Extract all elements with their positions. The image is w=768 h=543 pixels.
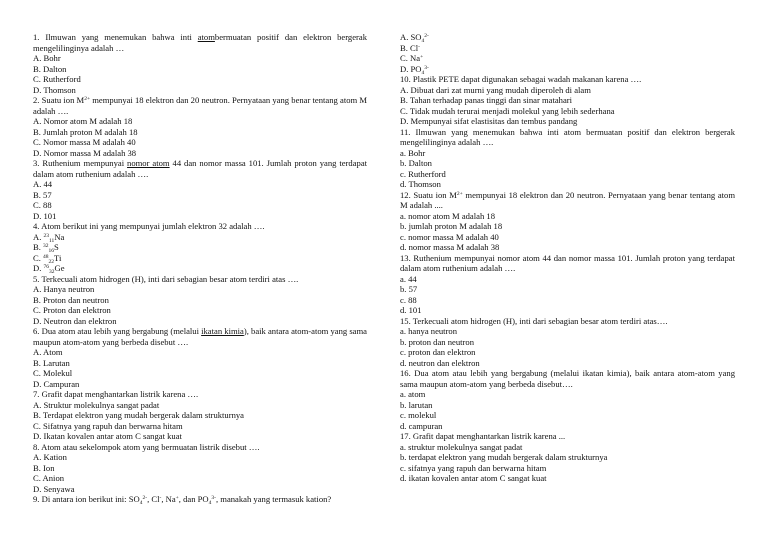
option-letter: B. <box>33 242 41 252</box>
option: A. 44 <box>33 179 53 189</box>
option: D. Campuran <box>33 378 80 389</box>
option: a. Bohr <box>400 147 426 158</box>
option: A. Atom <box>33 347 63 357</box>
option-text: A. SO <box>400 32 422 42</box>
question-9 <box>33 494 367 505</box>
option: C. Nomor massa M adalah 40 <box>33 137 136 147</box>
option: b. Dalton <box>400 158 432 168</box>
option: B. Dalton <box>33 63 67 74</box>
option: A. Nomor atom M adalah 18 <box>33 116 133 126</box>
right-column <box>400 32 735 484</box>
question-text: Dua atom atau lebih yang bergabung (melalui ikatan kimia), baik antara atom-atom yang sama maupun atom-atom yang berbeda disebut…. <box>400 368 736 389</box>
option: D. Nomor massa M adalah 38 <box>33 147 137 158</box>
question-15 <box>400 316 735 327</box>
question-16 <box>400 368 735 389</box>
question-text: Suatu ion M <box>413 189 457 200</box>
option: B. Ion <box>33 462 55 473</box>
question-3 <box>33 158 367 179</box>
question-number: 2. <box>33 95 40 105</box>
question-text: Ilmuwan yang menemukan bahwa inti <box>45 32 192 42</box>
question-number: 1. <box>33 32 40 42</box>
option: c. Rutherford <box>400 168 446 179</box>
option: d. Thomson <box>400 179 441 189</box>
element-symbol: Ti <box>54 252 62 263</box>
atomic-number: 11 <box>49 237 55 244</box>
question-17 <box>400 431 735 442</box>
mass-number: 32 <box>43 243 49 249</box>
charge-superscript: 2+ <box>456 190 463 197</box>
option: D. Thomson <box>33 84 76 95</box>
option <box>33 253 367 264</box>
option: b. 57 <box>400 284 418 294</box>
option: B. Tahan terhadap panas tinggi dan sinar matahari <box>400 95 573 105</box>
question-text: ), baik antara atom-atom yang sama maupun atom-atom yang berbeda disebut …. <box>33 326 367 347</box>
question-text: 44 dan nomor massa 101. Jumlah proton yang terdapat dalam atom ruthenium adalah …. <box>33 158 368 179</box>
question-13 <box>400 253 735 274</box>
option: D. 101 <box>33 210 57 221</box>
charge-superscript: 2- <box>142 495 148 501</box>
option: C. Molekul <box>33 368 73 378</box>
question-text: mempunyai 18 elektron dan 20 neutron. Pernyataan yang benar tentang atom M adalah …. <box>33 95 368 116</box>
option <box>33 232 367 243</box>
question-number: 17. <box>400 431 411 441</box>
question-text: Terkecuali atom hidrogen (H), inti dari sebagian besar atom terdiri atas…. <box>412 315 668 326</box>
option: A. Dibuat dari zat murni yang mudah diperoleh di alam <box>400 84 591 95</box>
option-text: D. PO <box>400 63 422 74</box>
option: C. Rutherford <box>33 74 81 84</box>
charge-superscript: 3- <box>424 64 429 71</box>
question-text: Plastik PETE dapat digunakan sebagai wadah makanan karena …. <box>412 74 642 84</box>
option-letter: A. <box>33 231 42 242</box>
option: c. molekul <box>400 410 437 420</box>
left-column <box>33 32 367 505</box>
subscript: 4 <box>421 69 425 76</box>
charge-superscript: 2+ <box>84 96 91 102</box>
question-text: Grafit dapat menghantarkan listrik karena …. <box>41 389 199 399</box>
underlined-term: ikatan kimia <box>201 326 244 336</box>
option: a. struktur molekulnya sangat padat <box>400 441 523 452</box>
option <box>400 32 735 43</box>
option: D. Ikatan kovalen antar atom C sangat kuat <box>33 431 182 441</box>
option: B. Terdapat elektron yang mudah bergerak dalam strukturnya <box>33 410 244 420</box>
option: D. Senyawa <box>33 483 75 494</box>
question-number: 15. <box>400 315 411 326</box>
option: b. terdapat elektron yang mudah bergerak dalam strukturnya <box>400 452 608 462</box>
mass-number: 76 <box>43 264 50 270</box>
question-number: 11. <box>400 126 411 137</box>
option: b. larutan <box>400 399 433 410</box>
ion-formula: , dan PO <box>178 494 209 504</box>
element-symbol: Na <box>54 231 65 242</box>
mass-number: 48 <box>43 253 49 260</box>
question-6 <box>33 326 367 347</box>
ion-formula: , Cl <box>147 494 160 504</box>
question-text: Atom berikut ini yang mempunyai jumlah elektron 32 adalah …. <box>41 221 265 231</box>
question-number: 10. <box>400 74 411 84</box>
option: b. jumlah proton M adalah 18 <box>400 221 503 231</box>
option-text: B. Cl <box>400 42 419 53</box>
question-text: Atom atau sekelompok atom yang bermuatan listrik disebut …. <box>41 441 260 452</box>
option: B. 57 <box>33 189 52 200</box>
question-7 <box>33 389 367 400</box>
option: c. sifatnya yang rapuh dan berwarna hitam <box>400 462 547 473</box>
option: C. Anion <box>33 473 65 483</box>
option <box>33 242 367 253</box>
option <box>33 263 367 274</box>
charge-superscript: - <box>159 495 162 501</box>
charge-superscript: + <box>420 54 424 60</box>
ion-formula: SO <box>128 494 140 504</box>
option: d. campuran <box>400 420 443 431</box>
ion-formula: , Na <box>161 494 176 504</box>
question-5 <box>33 274 367 285</box>
question-4 <box>33 221 367 232</box>
option-text: C. Na <box>400 53 421 63</box>
question-text: Grafit dapat menghantarkan listrik karena ... <box>412 431 566 441</box>
option: C. Tidak mudah terurai menjadi molekul yang lebih sederhana <box>400 105 615 116</box>
question-2 <box>33 95 367 116</box>
option: C. Proton dan elektron <box>33 305 111 315</box>
underlined-term: nomor atom <box>127 158 170 168</box>
element-symbol: S <box>54 242 59 252</box>
question-number: 6. <box>33 326 40 336</box>
option: B. Proton dan neutron <box>33 294 109 305</box>
option: A. Kation <box>33 452 67 462</box>
option: D. Mempunyai sifat elastisitas dan tembus pandang <box>400 116 578 126</box>
question-text: mempunyai 18 elektron dan 20 neutron. Pernyataan yang benar tentang atom M adalah .... <box>400 189 736 210</box>
question-text: Dua atom atau lebih yang bergabung (melalui <box>41 326 199 336</box>
option: d. neutron dan elektron <box>400 357 480 368</box>
charge-superscript: - <box>418 43 420 50</box>
question-text: Terkecuali atom hidrogen (H), inti dari sebagian besar atom terdiri atas …. <box>41 273 299 284</box>
option <box>400 43 735 54</box>
charge-superscript: 3- <box>211 495 216 501</box>
option: C. 88 <box>33 200 52 210</box>
question-text: Ruthenium mempunyai nomor atom 44 dan nomor massa 101. Jumlah proton yang terdapat dalam atom ruthenium adalah …. <box>400 252 735 273</box>
question-12 <box>400 190 735 211</box>
option: A. Hanya neutron <box>33 284 95 294</box>
option <box>400 64 735 75</box>
subscript: 4 <box>421 38 425 44</box>
question-11 <box>400 127 735 148</box>
question-number: 13. <box>400 252 411 263</box>
question-text: Ilmuwan yang menemukan bahwa inti atom bermuatan positif dan elektron bergerak mengelilinginya adalah …. <box>400 126 735 147</box>
question-text: Suatu ion M <box>41 95 85 105</box>
option: a. 44 <box>400 273 417 284</box>
question-number: 9. <box>33 494 40 504</box>
question-number: 12. <box>400 189 411 200</box>
question-text: Di antara ion berikut ini: <box>41 494 127 504</box>
subscript: 4 <box>139 500 143 506</box>
option-letter: C. <box>33 252 41 263</box>
mass-number: 23 <box>43 232 50 239</box>
atomic-number: 32 <box>49 269 55 275</box>
option: c. 88 <box>400 294 417 305</box>
atomic-number: 22 <box>48 258 55 265</box>
charge-superscript: 2- <box>424 33 429 39</box>
option: a. atom <box>400 389 426 399</box>
option: b. proton dan neutron <box>400 336 474 347</box>
question-1 <box>33 32 367 53</box>
charge-superscript: + <box>175 495 179 501</box>
question-text: , manakah yang termasuk kation? <box>215 494 332 504</box>
question-number: 5. <box>33 273 40 284</box>
option: a. nomor atom M adalah 18 <box>400 210 495 221</box>
option <box>400 53 735 64</box>
option: c. proton dan elektron <box>400 347 476 357</box>
option: a. hanya neutron <box>400 326 458 336</box>
question-10 <box>400 74 735 85</box>
underlined-term: atom <box>197 32 215 42</box>
option: D. Neutron dan elektron <box>33 315 117 326</box>
option-letter: D. <box>33 263 42 273</box>
option: d. nomor massa M adalah 38 <box>400 242 500 252</box>
element-symbol: Ge <box>54 263 65 273</box>
question-number: 7. <box>33 389 40 399</box>
question-number: 8. <box>33 441 40 452</box>
option: d. ikatan kovalen antar atom C sangat kuat <box>400 473 547 483</box>
option: c. nomor massa M adalah 40 <box>400 231 499 242</box>
question-number: 4. <box>33 221 40 231</box>
option: C. Sifatnya yang rapuh dan berwarna hitam <box>33 420 183 431</box>
question-number: 3. <box>33 158 40 168</box>
question-text: bermuatan positif dan elektron bergerak mengelilinginya adalah … <box>33 32 367 53</box>
subscript: 4 <box>208 500 212 506</box>
option: B. Jumlah proton M adalah 18 <box>33 126 138 137</box>
option: B. Larutan <box>33 357 70 368</box>
question-8 <box>33 442 367 453</box>
option: d. 101 <box>400 305 422 315</box>
question-text: Ruthenium mempunyai <box>42 158 125 168</box>
question-number: 16. <box>400 368 411 378</box>
option: A. Bohr <box>33 53 61 63</box>
atomic-number: 16 <box>48 248 55 254</box>
option: A. Struktur molekulnya sangat padat <box>33 399 160 410</box>
